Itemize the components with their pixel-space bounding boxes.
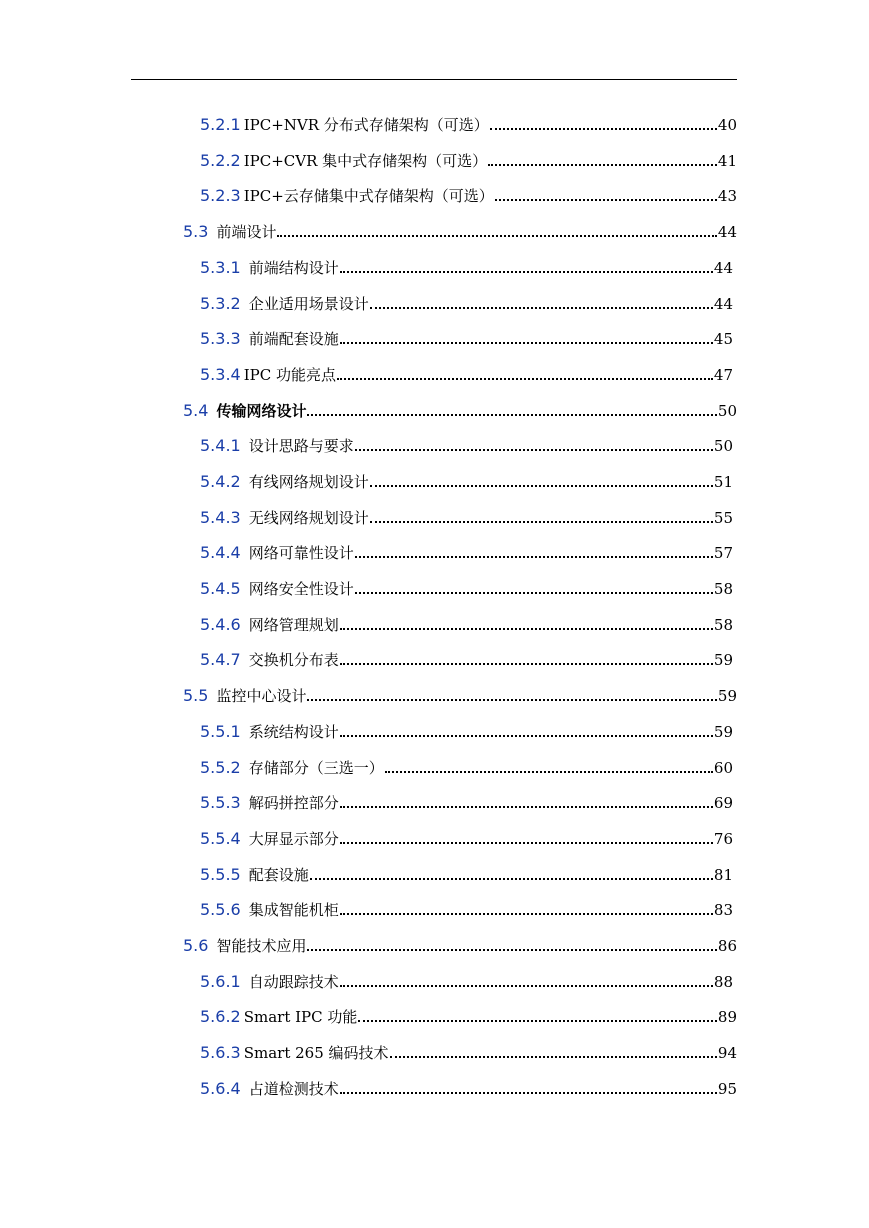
dot-leader bbox=[358, 1020, 717, 1022]
toc-entry-5-3-2[interactable] bbox=[200, 290, 733, 314]
dot-leader bbox=[355, 556, 713, 558]
toc-page-number: 86 bbox=[717, 937, 737, 955]
toc-number: 5.4 bbox=[183, 401, 209, 420]
toc-number: 5.6.2 bbox=[200, 1007, 241, 1026]
toc-entry-5-4-1[interactable] bbox=[200, 432, 733, 456]
dot-leader bbox=[370, 521, 713, 523]
toc-title: 大屏显示部分 bbox=[248, 830, 339, 848]
toc-title: 传输网络设计 bbox=[216, 402, 307, 420]
toc-number: 5.5.1 bbox=[200, 722, 241, 741]
dot-leader bbox=[340, 913, 713, 915]
toc-page-number: 50 bbox=[717, 402, 737, 420]
toc-number: 5.4.1 bbox=[200, 436, 241, 455]
toc-title: 占道检测技术 bbox=[248, 1080, 339, 1098]
toc-entry-5-5-4[interactable] bbox=[200, 825, 733, 849]
toc-title: 解码拼控部分 bbox=[248, 794, 339, 812]
toc-number: 5.5.6 bbox=[200, 900, 241, 919]
toc-number: 5.5.3 bbox=[200, 793, 241, 812]
toc-page-number: 69 bbox=[713, 794, 733, 812]
toc-title: 集成智能机柜 bbox=[248, 901, 339, 919]
dot-leader bbox=[355, 592, 713, 594]
toc-number: 5.2.3 bbox=[200, 186, 241, 205]
toc-number: 5.2.2 bbox=[200, 151, 241, 170]
dot-leader bbox=[370, 307, 713, 309]
dot-leader bbox=[340, 628, 713, 630]
toc-number: 5.4.2 bbox=[200, 472, 241, 491]
dot-leader bbox=[277, 235, 716, 237]
dot-leader bbox=[340, 985, 713, 987]
toc-page-number: 40 bbox=[717, 116, 737, 134]
toc-entry-5-2-1[interactable] bbox=[200, 111, 737, 135]
toc-page-number: 57 bbox=[713, 544, 733, 562]
header-rule bbox=[131, 79, 737, 80]
toc-entry-5-4[interactable] bbox=[183, 397, 737, 421]
toc-title: IPC 功能亮点 bbox=[243, 366, 336, 384]
toc-entry-5-2-2[interactable] bbox=[200, 147, 737, 171]
dot-leader bbox=[340, 735, 713, 737]
dot-leader bbox=[340, 663, 713, 665]
toc-page-number: 44 bbox=[717, 223, 737, 241]
toc-title: IPC+CVR 集中式存储架构（可选） bbox=[243, 152, 488, 170]
toc-title: IPC+云存储集中式存储架构（可选） bbox=[243, 187, 494, 205]
toc-number: 5.4.5 bbox=[200, 579, 241, 598]
toc-entry-5-6-1[interactable] bbox=[200, 968, 733, 992]
dot-leader bbox=[310, 878, 713, 880]
toc-title: 前端配套设施 bbox=[248, 330, 339, 348]
toc-entry-5-3-4[interactable] bbox=[200, 361, 733, 385]
toc-number: 5.5 bbox=[183, 686, 209, 705]
toc-entry-5-5[interactable] bbox=[183, 682, 737, 706]
dot-leader bbox=[337, 378, 713, 380]
toc-page-number: 58 bbox=[713, 616, 733, 634]
dot-leader bbox=[370, 485, 713, 487]
toc-page-number: 59 bbox=[713, 723, 733, 741]
dot-leader bbox=[340, 842, 713, 844]
toc-title: 系统结构设计 bbox=[248, 723, 339, 741]
dot-leader bbox=[307, 949, 716, 951]
toc-title: Smart 265 编码技术 bbox=[243, 1044, 389, 1062]
toc-number: 5.4.3 bbox=[200, 508, 241, 527]
toc-number: 5.6.1 bbox=[200, 972, 241, 991]
toc-entry-5-4-4[interactable] bbox=[200, 539, 733, 563]
toc-title: IPC+NVR 分布式存储架构（可选） bbox=[243, 116, 489, 134]
toc-number: 5.6.3 bbox=[200, 1043, 241, 1062]
toc-number: 5.5.4 bbox=[200, 829, 241, 848]
toc-title: 网络可靠性设计 bbox=[248, 544, 354, 562]
toc-page-number: 59 bbox=[713, 651, 733, 669]
toc-title: 配套设施 bbox=[248, 866, 309, 884]
toc-title: 交换机分布表 bbox=[248, 651, 339, 669]
dot-leader bbox=[355, 449, 713, 451]
toc-number: 5.4.4 bbox=[200, 543, 241, 562]
toc-title: 监控中心设计 bbox=[216, 687, 307, 705]
dot-leader bbox=[340, 342, 713, 344]
toc-number: 5.3.4 bbox=[200, 365, 241, 384]
toc-number: 5.3.2 bbox=[200, 294, 241, 313]
toc-entry-5-6-4[interactable] bbox=[200, 1075, 737, 1099]
toc-title: Smart IPC 功能 bbox=[243, 1008, 358, 1026]
toc-entry-5-4-6[interactable] bbox=[200, 611, 733, 635]
dot-leader bbox=[340, 806, 713, 808]
toc-page-number: 60 bbox=[713, 759, 733, 777]
toc-title: 有线网络规划设计 bbox=[248, 473, 369, 491]
toc-title: 企业适用场景设计 bbox=[248, 295, 369, 313]
toc-title: 网络管理规划 bbox=[248, 616, 339, 634]
toc-page-number: 41 bbox=[717, 152, 737, 170]
toc-number: 5.4.6 bbox=[200, 615, 241, 634]
dot-leader bbox=[307, 414, 716, 416]
toc-title: 无线网络规划设计 bbox=[248, 509, 369, 527]
toc-number: 5.3 bbox=[183, 222, 209, 241]
toc-number: 5.4.7 bbox=[200, 650, 241, 669]
toc-page-number: 76 bbox=[713, 830, 733, 848]
dot-leader bbox=[307, 699, 716, 701]
dot-leader bbox=[495, 199, 717, 201]
toc-page-number: 44 bbox=[713, 259, 733, 277]
toc-number: 5.6.4 bbox=[200, 1079, 241, 1098]
toc-entry-5-3-1[interactable] bbox=[200, 254, 733, 278]
toc-entry-5-5-2[interactable] bbox=[200, 754, 733, 778]
toc-entry-5-5-6[interactable] bbox=[200, 896, 733, 920]
toc-title: 前端设计 bbox=[216, 223, 277, 241]
toc-entry-5-2-3[interactable] bbox=[200, 182, 737, 206]
dot-leader bbox=[385, 771, 713, 773]
dot-leader bbox=[390, 1056, 717, 1058]
toc-page-number: 83 bbox=[713, 901, 733, 919]
toc-title: 前端结构设计 bbox=[248, 259, 339, 277]
toc-number: 5.5.2 bbox=[200, 758, 241, 777]
toc-number: 5.2.1 bbox=[200, 115, 241, 134]
toc-entry-5-5-5[interactable] bbox=[200, 861, 733, 885]
toc-page-number: 51 bbox=[713, 473, 733, 491]
dot-leader bbox=[340, 271, 713, 273]
toc-entry-5-5-1[interactable] bbox=[200, 718, 733, 742]
toc-page-number: 95 bbox=[717, 1080, 737, 1098]
toc-entry-5-3[interactable] bbox=[183, 218, 737, 242]
dot-leader bbox=[490, 128, 717, 130]
toc-entry-5-5-3[interactable] bbox=[200, 789, 733, 813]
toc-page-number: 81 bbox=[713, 866, 733, 884]
toc-entry-5-4-5[interactable] bbox=[200, 575, 733, 599]
toc-page-number: 94 bbox=[717, 1044, 737, 1062]
toc-page-number: 89 bbox=[717, 1008, 737, 1026]
toc-title: 自动跟踪技术 bbox=[248, 973, 339, 991]
toc-page-number: 44 bbox=[713, 295, 733, 313]
toc-entry-5-6[interactable] bbox=[183, 932, 737, 956]
toc-number: 5.6 bbox=[183, 936, 209, 955]
toc-entry-5-6-3[interactable] bbox=[200, 1039, 737, 1063]
toc-number: 5.3.1 bbox=[200, 258, 241, 277]
toc-page-number: 59 bbox=[717, 687, 737, 705]
toc-entry-5-6-2[interactable] bbox=[200, 1003, 737, 1027]
toc-title: 存储部分（三选一） bbox=[248, 759, 384, 777]
toc-entry-5-4-3[interactable] bbox=[200, 504, 733, 528]
toc-number: 5.3.3 bbox=[200, 329, 241, 348]
toc-title: 网络安全性设计 bbox=[248, 580, 354, 598]
toc-number: 5.5.5 bbox=[200, 865, 241, 884]
toc-page-number: 43 bbox=[717, 187, 737, 205]
toc-entry-5-3-3[interactable] bbox=[200, 325, 733, 349]
toc-page-number: 55 bbox=[713, 509, 733, 527]
toc-title: 设计思路与要求 bbox=[248, 437, 354, 455]
dot-leader bbox=[340, 1092, 717, 1094]
dot-leader bbox=[488, 164, 717, 166]
toc-page-number: 58 bbox=[713, 580, 733, 598]
toc-page-number: 45 bbox=[713, 330, 733, 348]
toc-entry-5-4-2[interactable] bbox=[200, 468, 733, 492]
toc-page-number: 50 bbox=[713, 437, 733, 455]
toc-page-number: 88 bbox=[713, 973, 733, 991]
toc-title: 智能技术应用 bbox=[216, 937, 307, 955]
toc-page-number: 47 bbox=[713, 366, 733, 384]
toc-entry-5-4-7[interactable] bbox=[200, 646, 733, 670]
